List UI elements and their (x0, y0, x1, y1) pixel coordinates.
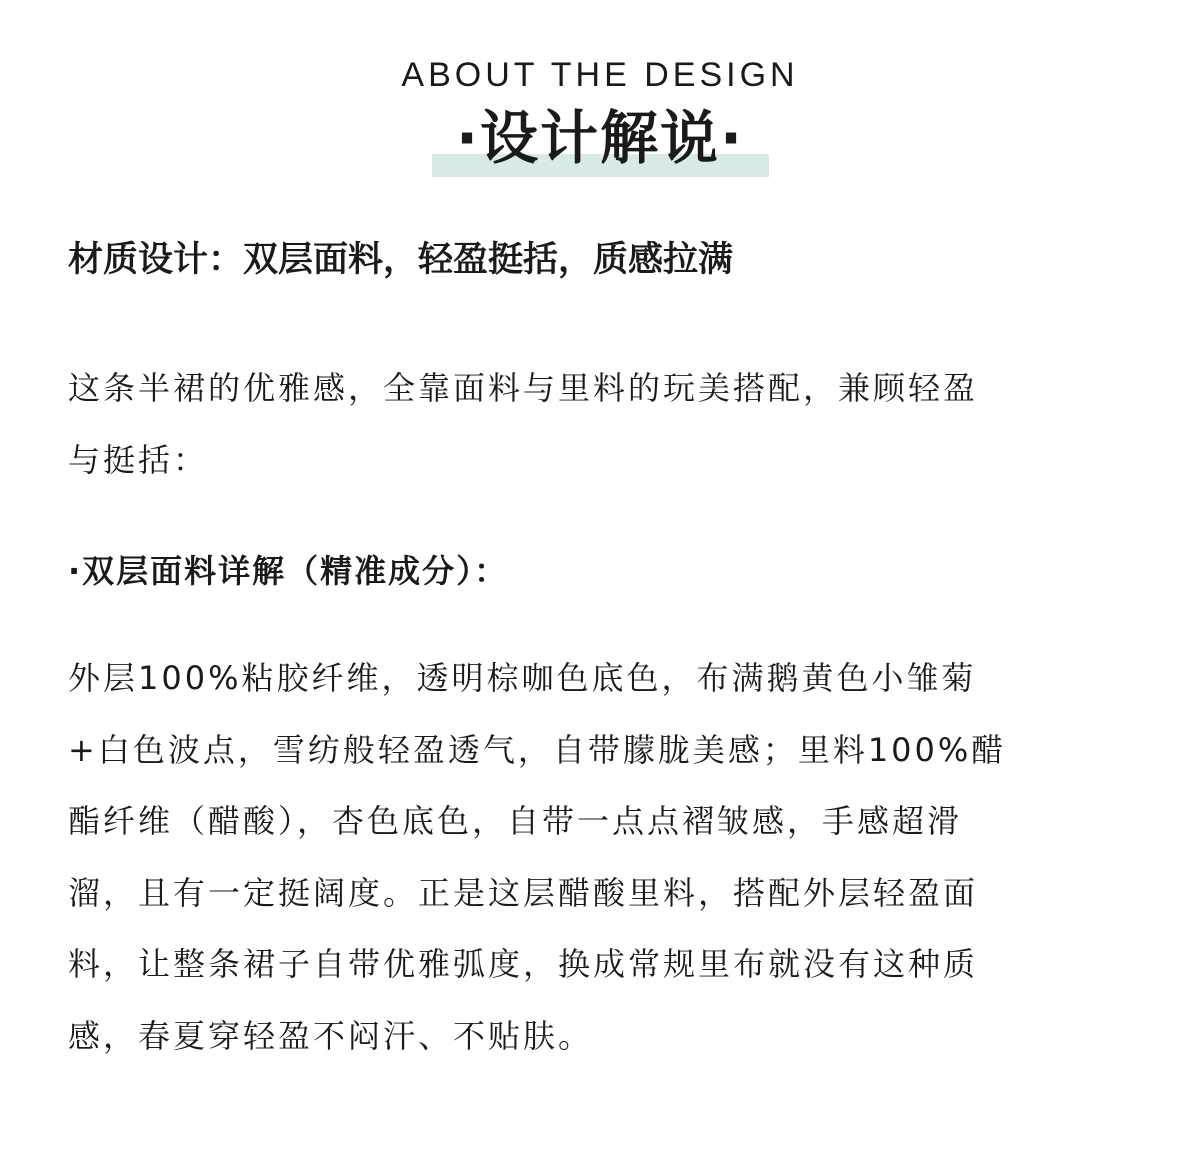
paragraph-line: 与挺括： (68, 440, 209, 479)
eyebrow-text: ABOUT THE DESIGN (401, 56, 799, 94)
sub-heading: ·双层面料详解（精准成分）： (68, 552, 509, 590)
paragraph-line: 外层100%粘胶纤维，透明棕咖色底色，布满鹅黄色小雏菊 (68, 659, 977, 697)
paragraph-line: 溜，且有一定挺阔度。正是这层醋酸里料，搭配外层轻盈面 (68, 873, 979, 912)
paragraph-line: +白色波点，雪纺般轻盈透气，自带朦胧美感；里料100%醋 (68, 730, 1007, 769)
paragraph-line: 料，让整条裙子自带优雅弧度，换成常规里布就没有这种质 (68, 945, 979, 983)
paragraph-line: 这条半裙的优雅感，全靠面料与里料的玩美搭配，兼顾轻盈 (68, 369, 979, 407)
design-header (0, 0, 1200, 190)
detail-paragraph (68, 643, 1128, 1072)
paragraph-line: 酯纤维（醋酸），杏色底色，自带一点点褶皱感，手感超滑 (68, 802, 963, 840)
section-heading: 材质设计：双层面料，轻盈挺括，质感拉满 (68, 240, 734, 280)
intro-paragraph (68, 353, 1128, 496)
page-title: ·设计解说· (455, 104, 745, 172)
paragraph-line: 感，春夏穿轻盈不闷汗、不贴肤。 (68, 1016, 594, 1055)
